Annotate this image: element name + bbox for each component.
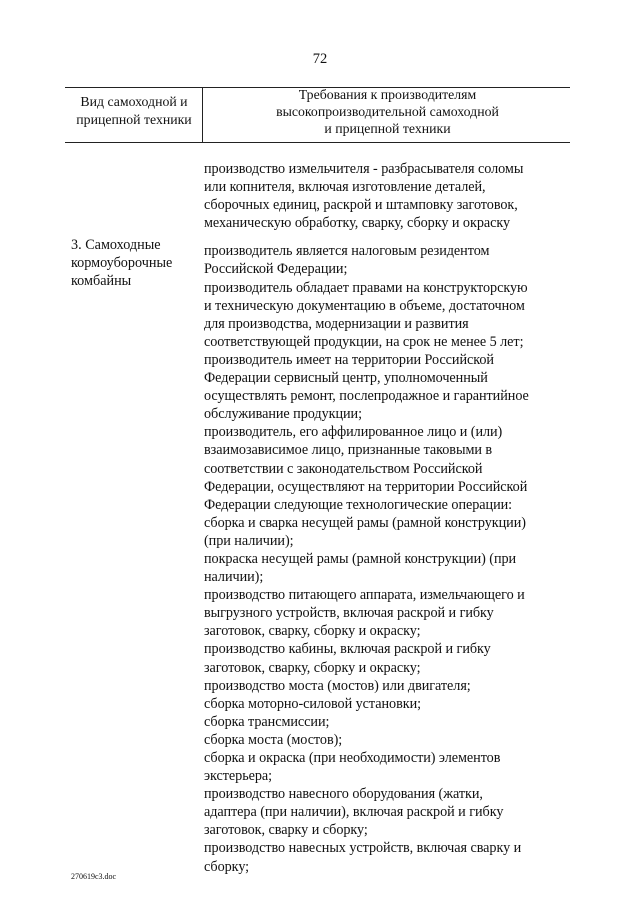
footer-file-reference: 270619c3.doc [71, 872, 117, 881]
text-line: сборку; [204, 858, 250, 875]
text-line: сборка моста (мостов); [204, 731, 343, 748]
text-line: сборка и окраска (при необходимости) элементов [204, 750, 501, 766]
text-line: и техническую документацию в объеме, достаточном [204, 297, 525, 314]
text-line: производитель обладает правами на конструкторскую [204, 279, 528, 296]
text-line: выгрузного устройств, включая раскрой и гибку [204, 605, 494, 622]
header-column-1 [65, 93, 203, 129]
text-line: Российской Федерации; [204, 261, 348, 278]
header-column-2 [205, 86, 570, 137]
text-line: Федерации, осуществляют на территории Российской [204, 478, 528, 495]
text-line: покраска несущей рамы (рамной конструкции) (при [204, 550, 517, 567]
text-line: соответствующей продукции, на срок не менее 5 лет; [204, 333, 524, 350]
text-line: соответствии с законодательством Российской [204, 460, 483, 477]
row-3-label [71, 236, 201, 290]
header-col1-line: Вид самоходной и [80, 94, 188, 109]
text-line: заготовок, сварку, сборку и окраску; [204, 659, 421, 676]
text-line: экстерьера; [204, 768, 273, 785]
row-label-line: 3. Самоходные [71, 237, 161, 253]
row-label-line: кормоуборочные [71, 255, 173, 272]
text-line: производство питающего аппарата, измельчающего и [204, 587, 525, 604]
continuation-block [204, 160, 574, 232]
text-line: (при наличии); [204, 532, 294, 549]
page-number: 72 [312, 51, 328, 67]
header-col2-line: и прицепной техники [324, 121, 451, 136]
text-line: для производства, модернизации и развития [204, 315, 469, 332]
table-header [65, 87, 570, 143]
text-line: заготовок, сварку, сборку и окраску; [204, 623, 421, 640]
text-line: производство навесного оборудования (жатки, [204, 786, 483, 803]
header-col2-line: Требования к производителям [298, 87, 477, 102]
text-line: производство кабины, включая раскрой и гибку [204, 641, 491, 658]
text-line: сборка и сварка несущей рамы (рамной конструкции) [204, 514, 526, 531]
text-line: сборка моторно-силовой установки; [204, 695, 422, 712]
text-line: наличии); [204, 569, 264, 586]
text-line: обслуживание продукции; [204, 406, 362, 423]
block-gap [204, 232, 574, 242]
text-line: взаимозависимое лицо, признанные таковыми в [204, 442, 493, 459]
text-line: механическую обработку, сварку, сборку и окраску [204, 215, 511, 232]
text-line: Федерации следующие технологические операции: [204, 496, 513, 513]
text-line: осуществлять ремонт, послепродажное и гарантийное [204, 388, 529, 405]
row-3-requirements [204, 242, 574, 875]
text-line: производство моста (мостов) или двигателя; [204, 677, 471, 694]
header-col1-line: прицепной техники [76, 112, 192, 127]
text-line: или копнителя, включая изготовление деталей, [204, 179, 486, 196]
text-line: адаптера (при наличии), включая раскрой и гибку [204, 804, 504, 821]
text-line: производитель является налоговым резидентом [204, 243, 490, 260]
header-col2-line: высокопроизводительной самоходной [276, 104, 499, 119]
row-label-line: комбайны [71, 273, 132, 290]
text-line: производство измельчителя - разбрасывателя соломы [204, 161, 524, 177]
text-line: заготовок, сварку и сборку; [204, 822, 368, 839]
text-line: производитель, его аффилированное лицо и (или) [204, 424, 503, 441]
header-bottom-border [65, 142, 570, 143]
requirements-text [204, 160, 574, 876]
text-line: производитель имеет на территории Российской [204, 351, 494, 368]
text-line: сборочных единиц, раскрой и штамповку заготовок, [204, 197, 518, 214]
text-line: Федерации сервисный центр, уполномоченный [204, 370, 488, 387]
text-line: производство навесных устройств, включая сварку и [204, 840, 522, 857]
text-line: сборка трансмиссии; [204, 713, 330, 730]
